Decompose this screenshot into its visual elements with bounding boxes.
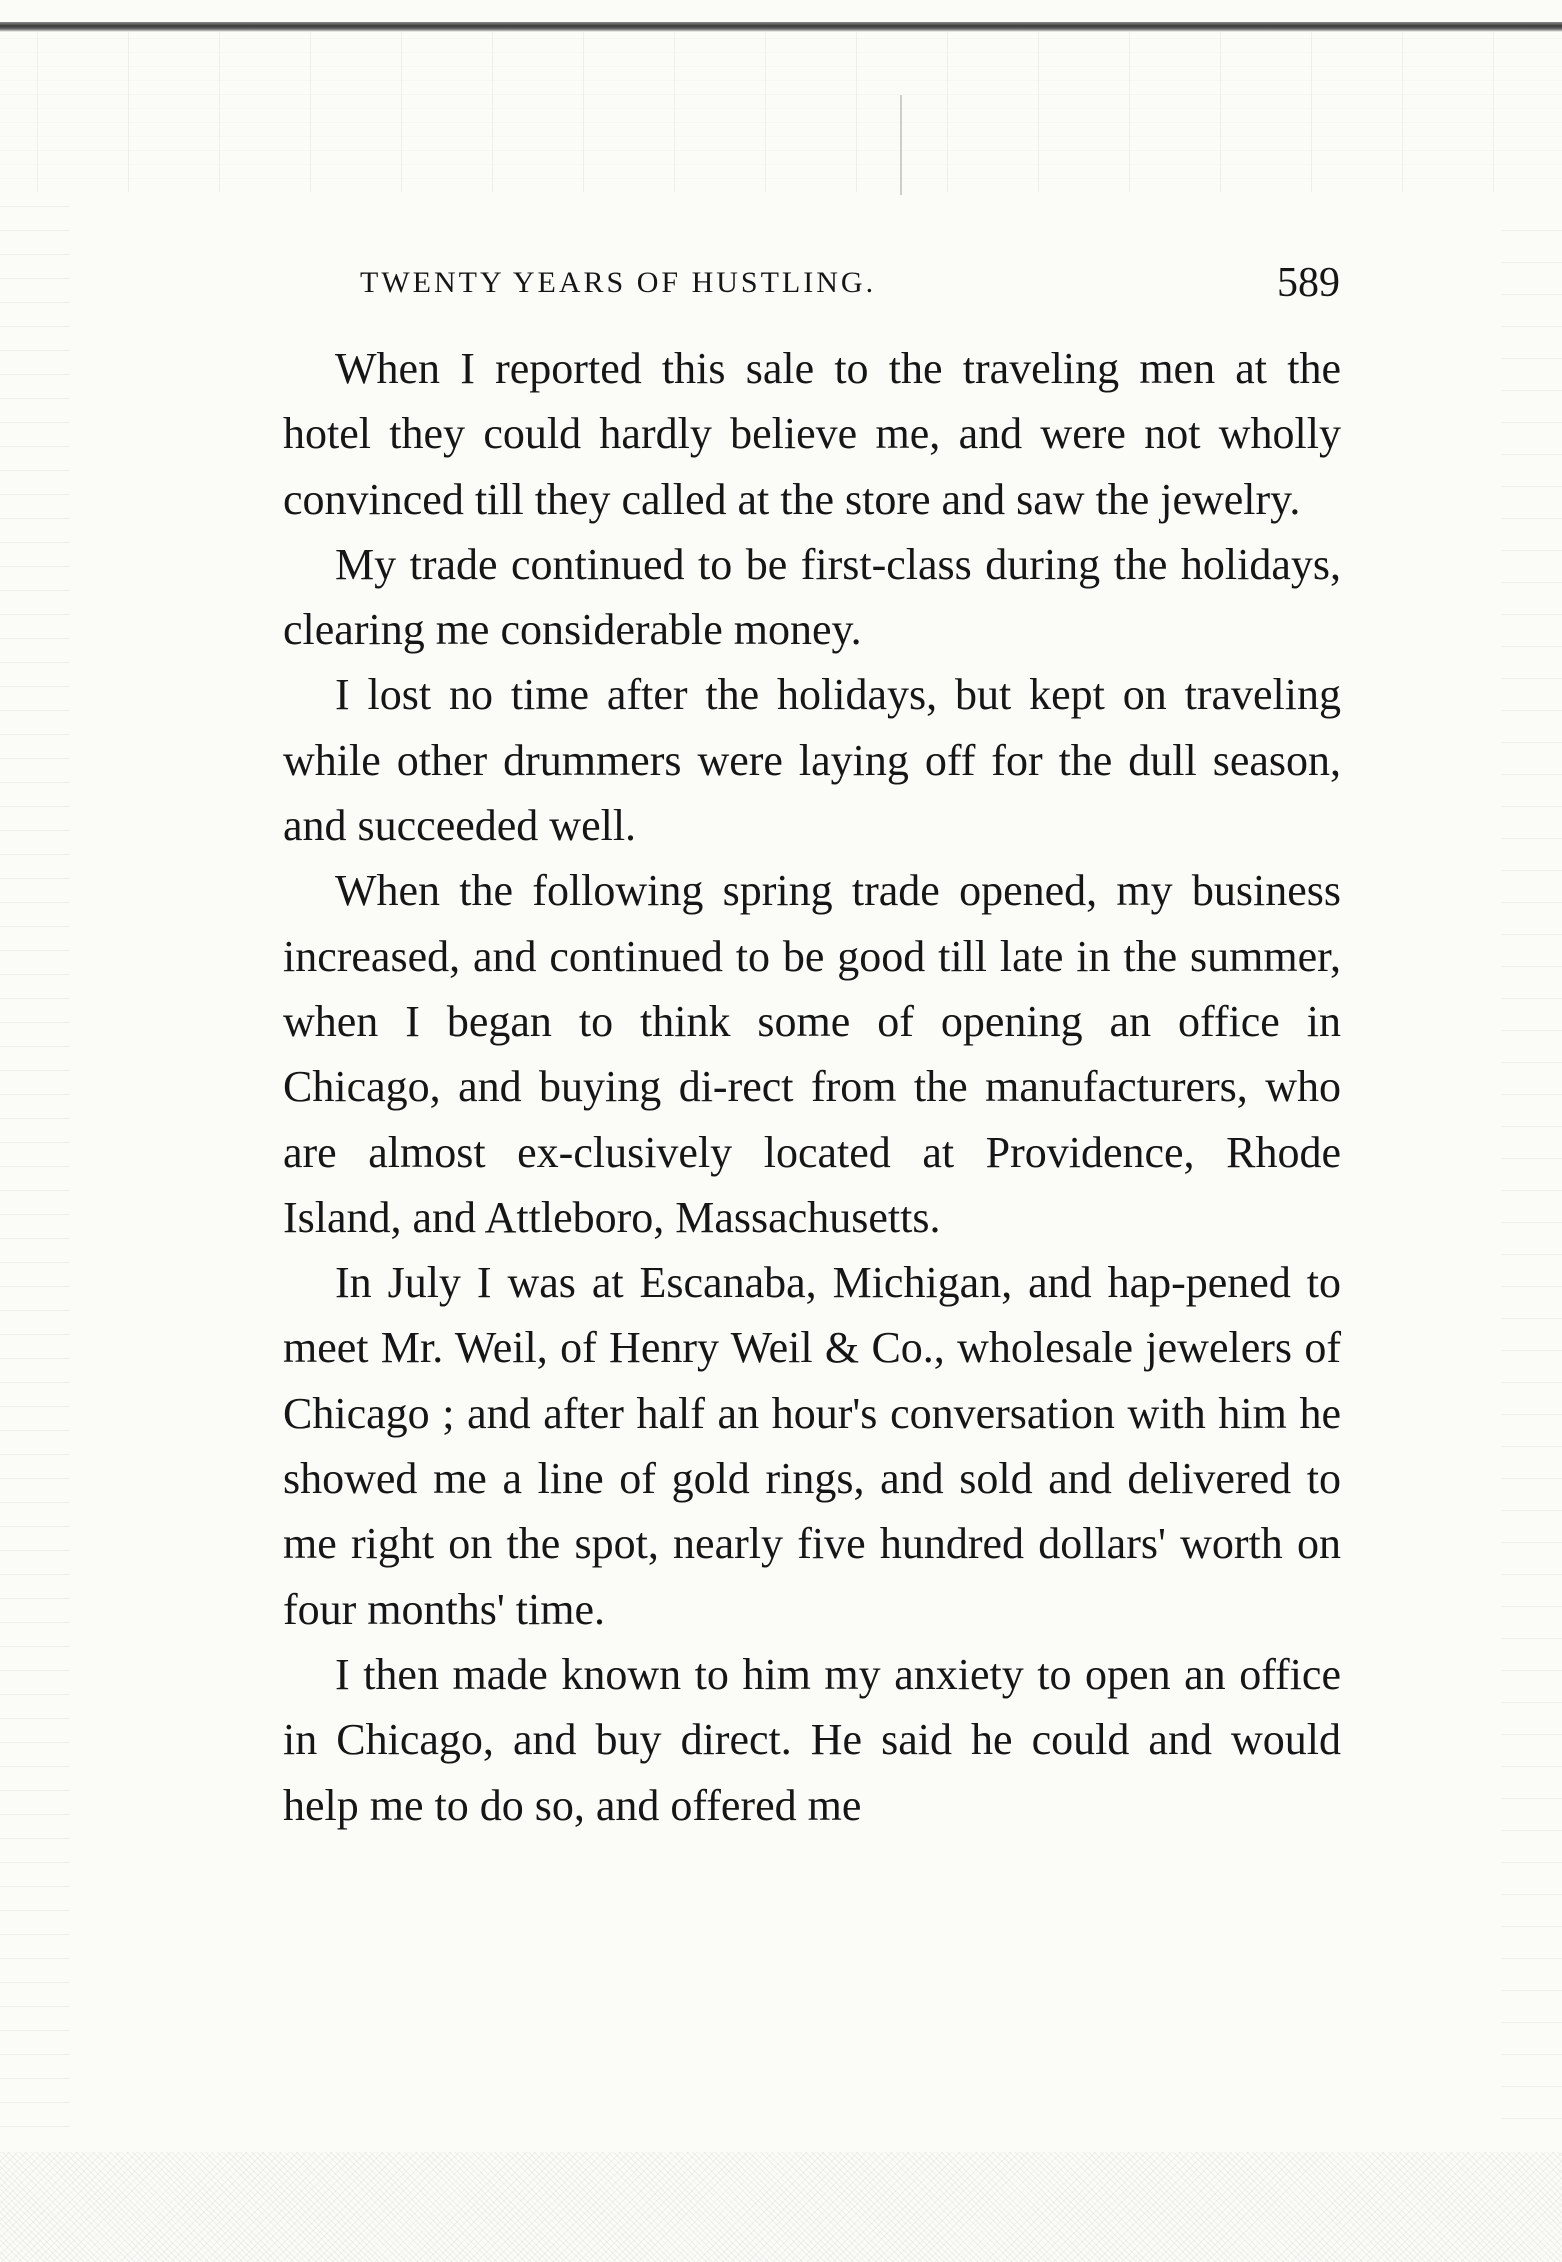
- paragraph: My trade continued to be first-class during the holidays, clearing me considerable money.: [283, 539, 1341, 655]
- page-number: 589: [1277, 260, 1340, 306]
- paragraph: I lost no time after the holidays, but kept on traveling while other drummers were laying off for the dull season, and succeeded well.: [283, 670, 1341, 851]
- top-edge-rule: [0, 22, 1562, 32]
- running-head: [360, 253, 1340, 313]
- scan-noise-top: [0, 32, 1562, 192]
- scan-noise-right: [1502, 200, 1562, 2150]
- scan-gutter-mark: [900, 95, 902, 195]
- paragraph: When the following spring trade opened, my business increased, and continued to be good till late in the summer, when I began to think some of opening an office in Chicago, and buying di-rect from the manufacturers, who are almost ex-clusively located at Providence, Rhode Island, and Attleboro, Massachusetts.: [283, 866, 1341, 1242]
- scan-noise-bottom: [0, 2152, 1562, 2262]
- body-text: [283, 336, 1341, 1838]
- paragraph: I then made known to him my anxiety to open an office in Chicago, and buy direct. He said he could and would help me to do so, and offered me: [283, 1649, 1341, 1830]
- scan-noise-left: [0, 200, 70, 2150]
- running-title: TWENTY YEARS OF HUSTLING.: [360, 266, 877, 299]
- paragraph: When I reported this sale to the traveling men at the hotel they could hardly believe me, and were not wholly convinced till they called at the store and saw the jewelry.: [283, 344, 1341, 524]
- paragraph: In July I was at Escanaba, Michigan, and hap-pened to meet Mr. Weil, of Henry Weil & Co., wholesale jewelers of Chicago ; and after half an hour's conversation with him he showed me a line of gold rings, and sold and delivered to me right on the spot, nearly five hundred dollars' worth on four months' time.: [283, 1258, 1341, 1634]
